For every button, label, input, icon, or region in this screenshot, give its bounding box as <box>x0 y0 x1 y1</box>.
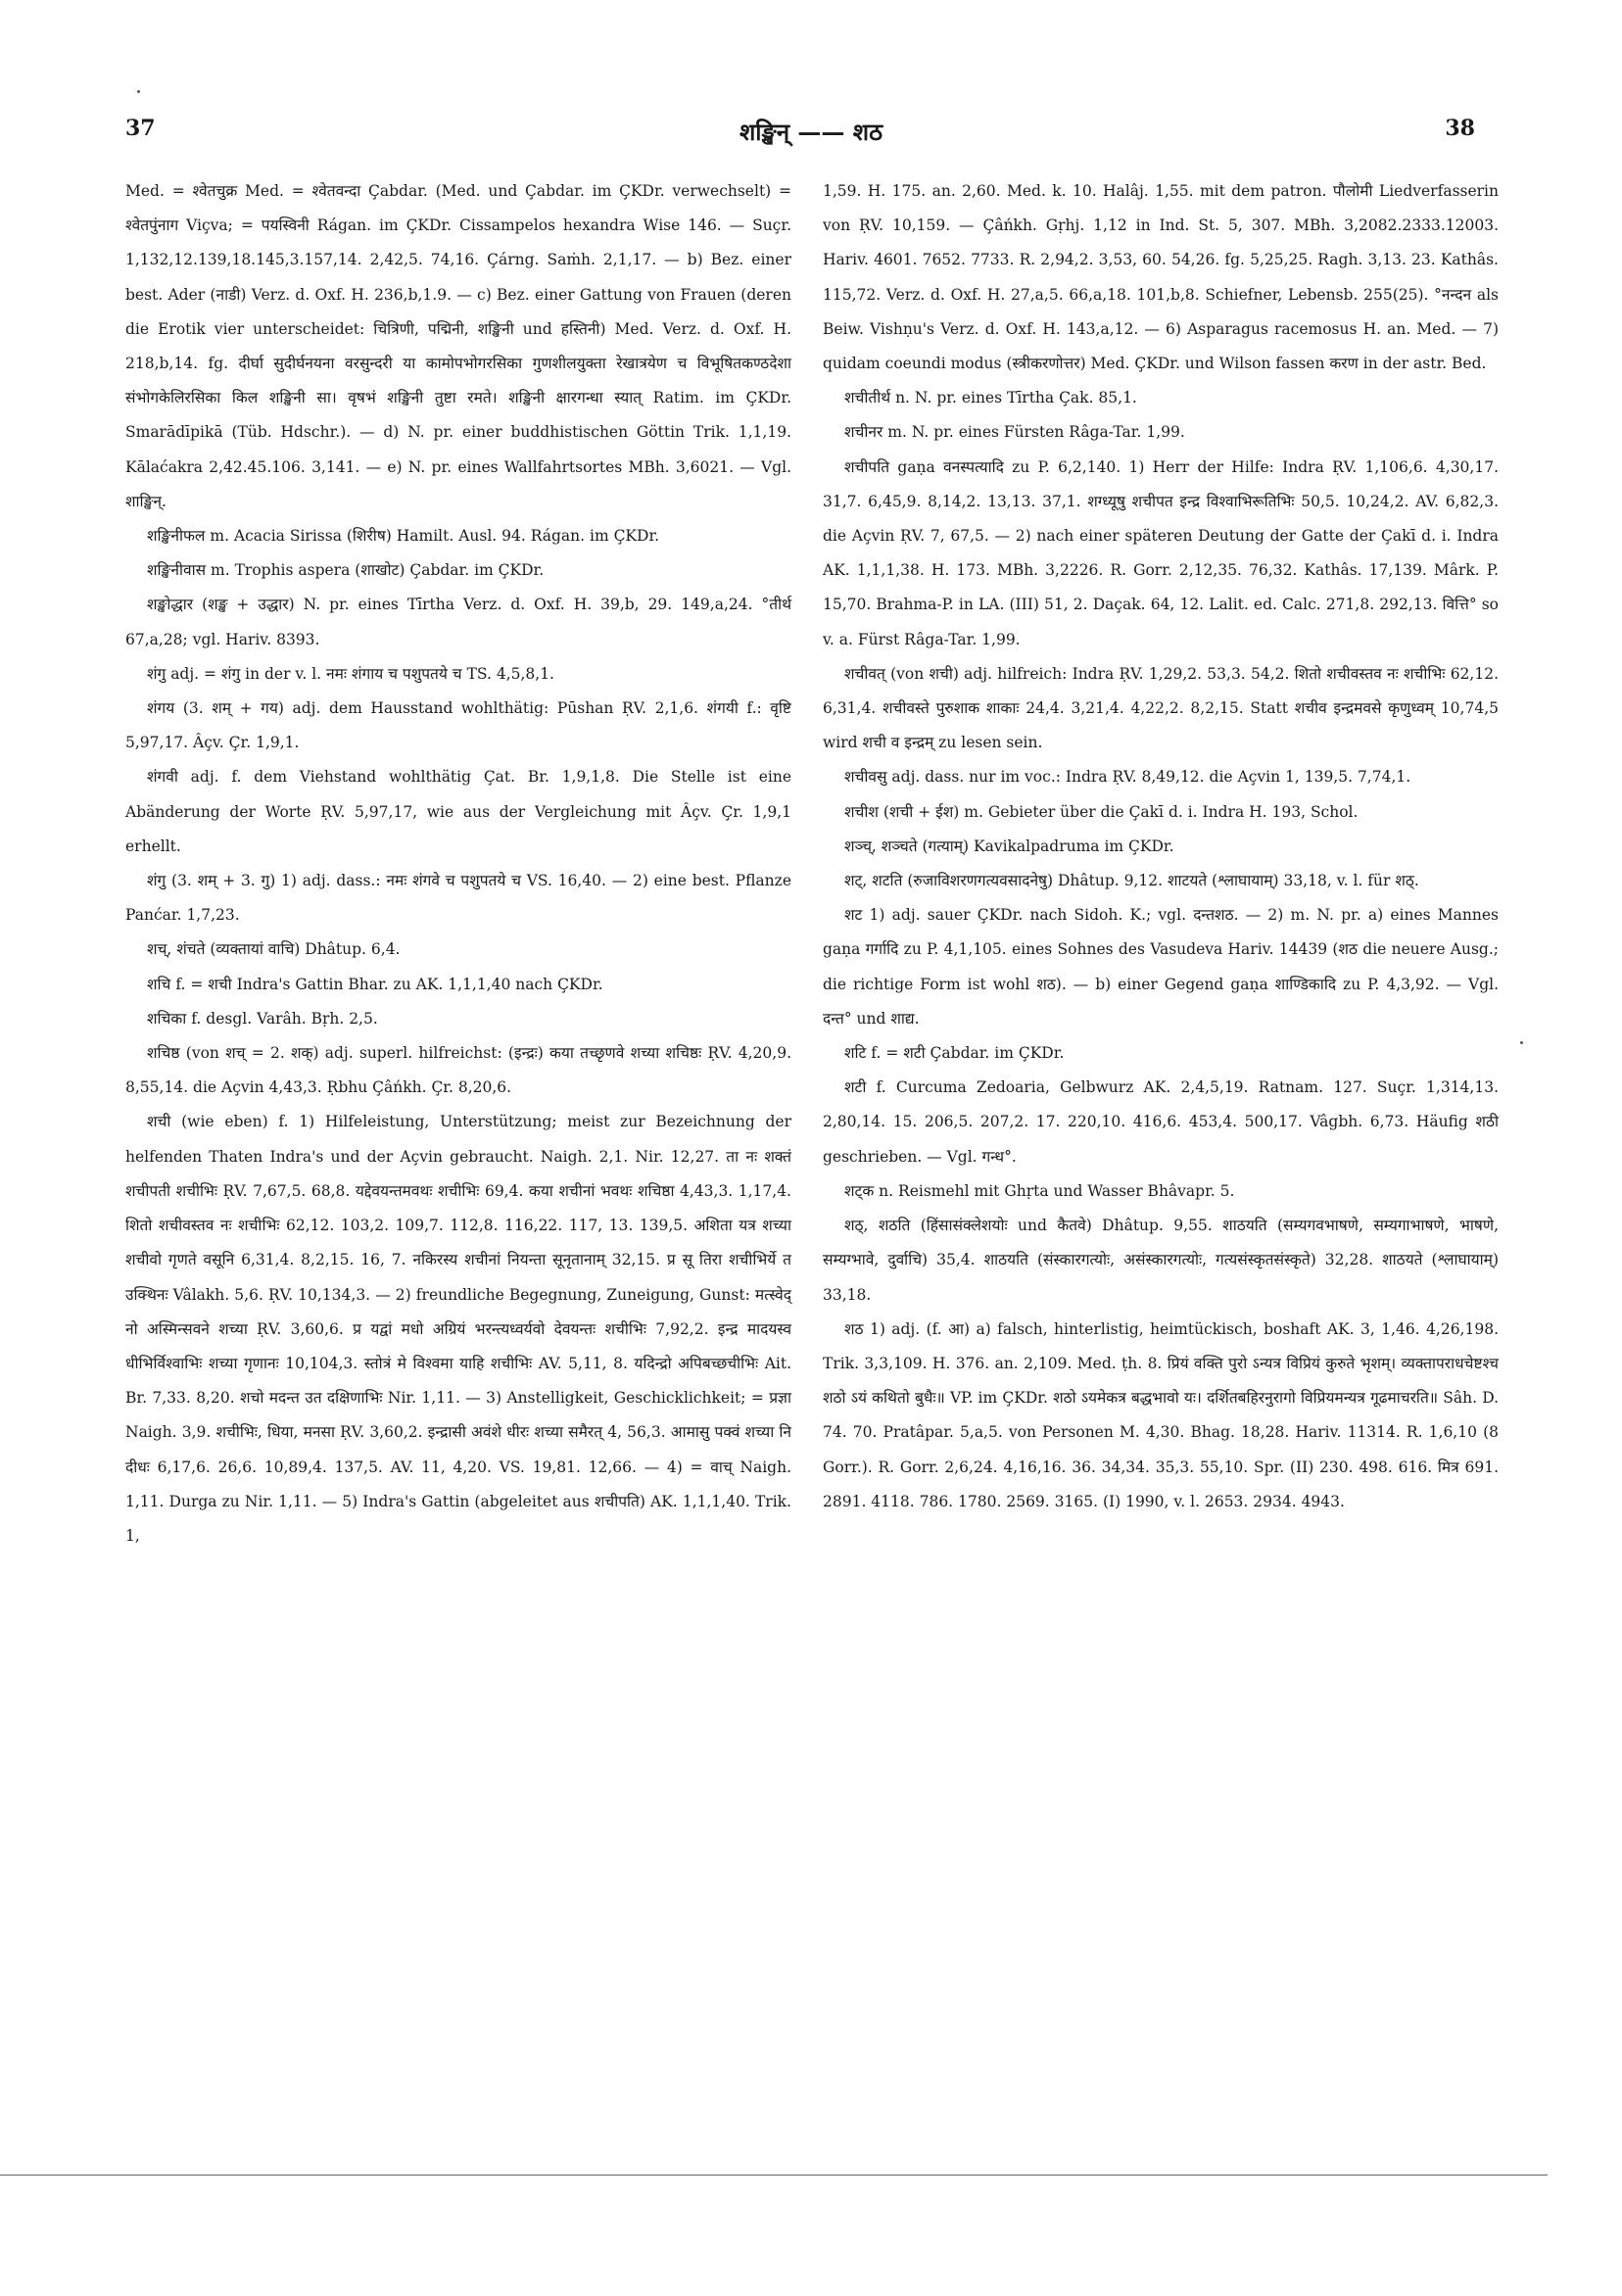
page-header <box>0 116 1622 155</box>
dictionary-entry: शङ्खिनीवास m. Trophis aspera (शाखोट) Çabdar. im ÇKDr. <box>147 561 545 580</box>
dictionary-entry: शट्क n. Reismehl mit Ghṛta und Wasser Bhâvapr. 5. <box>844 1181 1235 1200</box>
dictionary-entry: शङ्खोद्धार (शङ्ख + उद्धार) N. pr. eines Tīrtha Verz. d. Oxf. H. 39,b, 29. 149,a,24. °तीर्थ 67,a,28; vgl. Hariv. 8393. <box>125 596 791 648</box>
dictionary-entry: शंगवी adj. f. dem Viehstand wohlthätig Çat. Br. 1,9,1,8. Die Stelle ist eine Abänderung der Worte ṚV. 5,97,17, wie aus der Vergleichung mit Âçv. Çr. 1,9,1 erhellt. <box>125 768 791 855</box>
dictionary-entry: शचीनर m. N. pr. eines Fürsten Râga-Tar. 1,99. <box>844 423 1185 442</box>
dictionary-entry: शची (wie eben) f. 1) Hilfeleistung, Unterstützung; meist zur Bezeichnung der helfenden Thaten Indra's und der Açvin gebraucht. Naigh. 2,1. Nir. 12,27. ता नः शक्तं शचीपती शचीभिः ṚV. 7,67,5. 68,8. यद्देवयन्तमवथः शचीभिः 69,4. कया शचीनां भवथः शचिष्ठा 4,43,3. 1,17,4. शितो शचीवस्तव नः शचीभिः 62,12. 103,2. 109,7. 112,8. 116,22. 117, 13. 139,5. अशिता यत्र शच्या शचीवो गृणते वसूनि 6,31,4. 8,2,15. 16, 7. नकिरस्य शचीनां नियन्ता सूनृतानाम् 32,15. प्र सू तिरा शचीभिर्ये त उक्थिनः Vâlakh. 5,6. ṚV. 10,134,3. — 2) freundliche Begegnung, Zuneigung, Gunst: मत्स्वेद् नो अस्मिन्सवने शच्या ṚV. 3,60,6. प्र यद्वां मधो अग्रियं भरन्त्यध्वर्यवो देवयन्तः शचीभिः 7,92,2. इन्द्र मादयस्व धीभिर्विश्वाभिः शच्या गृणानः 10,104,3. स्तोत्रं मे विश्वमा याहि शचीभिः AV. 5,11, 8. यदिन्द्रो अपिबच्छचीभिः Ait. Br. 7,33. 8,20. शचो मदन्त उत दक्षिणाभिः Nir. 1,11. — 3) Anstelligkeit, Geschicklichkeit; = प्रज्ञा Naigh. 3,9. शचीभिः, धिया, मनसा ṚV. 3,60,2. इन्द्रासी अवंशे धीरः शच्या समैरत् 4, 56,3. आमासु पक्वं शच्या नि दीधः 6,17,6. 26,6. 10,89,4. 137,5. AV. 11, 4,20. VS. 19,81. 12,66. — 4) = वाच् Naigh. 1,11. Durga zu Nir. 1,11. — 5) Indra's Gattin (abgeleitet aus शचीपति) AK. 1,1,1,40. Trik. 1, <box>125 1113 791 1545</box>
dictionary-entry: शठ्, शठति (हिंसासंक्लेशयोः und कैतवे) Dhâtup. 9,55. शाठयति (सम्यगवभाषणे, सम्यगाभाषणे, भाषणे, सम्यग्भावे, दुर्वाचि) 35,4. शाठयति (संस्कारगत्योः, असंस्कारगत्योः, गत्यसंस्कृतसंस्कृते) 32,28. शाठयते (श्लाघायाम्) 33,18. <box>823 1217 1499 1304</box>
dictionary-entry: शञ्च्, शञ्चते (गत्याम्) Kavikalpadruma im ÇKDr. <box>844 837 1174 855</box>
dictionary-entry: शट्, शटति (रुजाविशरणगत्यवसादनेषु) Dhâtup. 9,12. शाटयते (श्लाघायाम्) 33,18, v. l. für शठ्. <box>844 872 1419 890</box>
dictionary-entry: शंगु (3. शम् + 3. गु) 1) adj. dass.: नमः शंगवे च पशुपतये च VS. 16,40. — 2) eine best. Pflanze Panćar. 1,7,23. <box>125 872 791 925</box>
bottom-rule <box>0 2175 1548 2176</box>
dictionary-entry: शटि f. = शटी Çabdar. im ÇKDr. <box>844 1044 1065 1063</box>
dictionary-entry: शचीतीर्थ n. N. pr. eines Tīrtha Çak. 85,1. <box>844 389 1137 407</box>
dictionary-entry: शचीवत् (von शची) adj. hilfreich: Indra ṚV. 1,29,2. 53,3. 54,2. शितो शचीवस्तव नः शचीभिः 62,12. 6,31,4. शचीवस्ते पुरुशाक शाकाः 24,4. 3,21,4. 4,22,2. 8,2,15. Statt शचीव इन्द्रमवसे कृणुध्वम् 10,74,5 wird शची व इन्द्रम् zu lesen sein. <box>823 664 1499 752</box>
dictionary-entry: शंगु adj. = शंगु in der v. l. नमः शंगाय च पशुपतये च TS. 4,5,8,1. <box>147 664 554 683</box>
dictionary-entry: शङ्खिनीफल m. Acacia Sirissa (शिरीष) Hamilt. Ausl. 94. Rágan. im ÇKDr. <box>147 527 660 546</box>
scan-speck <box>1520 1041 1523 1044</box>
entry-continuation: 1,59. H. 175. an. 2,60. Med. k. 10. Halâj. 1,55. mit dem patron. पौलोमी Liedverfasserin von ṚV. 10,159. — Çâńkh. Gṛhj. 1,12 in Ind. St. 5, 307. MBh. 3,2082.2333.12003. Hariv. 4601. 7652. 7733. R. 2,94,2. 3,53, 60. 54,26. fg. 5,25,25. Ragh. 3,13. 23. Kathâs. 115,72. Verz. d. Oxf. H. 27,a,5. 66,a,18. 101,b,8. Schiefner, Lebensb. 255(25). °नन्दन als Beiw. Vishṇu's Verz. d. Oxf. H. 143,a,12. — 6) Asparagus racemosus H. an. Med. — 7) quidam coeundi modus (स्त्रीकरणोत्तर) Med. ÇKDr. und Wilson fassen करण in der astr. Bed. <box>823 182 1499 373</box>
dictionary-entry: शचीवसु adj. dass. nur im voc.: Indra ṚV. 8,49,12. die Açvin 1, 139,5. 7,74,1. <box>844 768 1411 787</box>
entry-continuation: Med. = श्वेतचुक्र Med. = श्वेतवन्दा Çabdar. (Med. und Çabdar. im ÇKDr. verwechselt) = श्वेतपुंनाग Viçva; = पयस्विनी Rágan. im ÇKDr. Cissampelos hexandra Wise 146. — Suçr. 1,132,12.139,18.145,3.157,14. 2,42,5. 74,16. Çárng. Saṁh. 2,1,17. — b) Bez. einer best. Ader (नाडी) Verz. d. Oxf. H. 236,b,1.9. — c) Bez. einer Gattung von Frauen (deren die Erotik vier unterscheidet: चित्रिणी, पद्मिनी, शङ्खिनी und हस्तिनी) Med. Verz. d. Oxf. H. 218,b,14. fg. दीर्घा सुदीर्घनयना वरसुन्दरी या कामोपभोगरसिका गुणशीलयुक्ता रेखात्रयेण च विभूषितकण्ठदेशा संभोगकेलिरसिका किल शङ्खिनी सा। वृषभं शङ्खिनी तुष्टा रमते। शङ्खिनी क्षारगन्धा स्यात् Ratim. im ÇKDr. Smarādīpikā (Tüb. Hdschr.). — d) N. pr. einer buddhistischen Göttin Trik. 1,1,19. Kālaćakra 2,42.45.106. 3,141. — e) N. pr. eines Wallfahrtsortes MBh. 3,6021. — Vgl. शाङ्खिन्. <box>125 182 791 510</box>
dictionary-entry: शचीश (शची + ईश) m. Gebieter über die Çakī d. i. Indra H. 193, Schol. <box>844 802 1359 821</box>
dictionary-entry: शचिका f. desgl. Varâh. Bṛh. 2,5. <box>147 1009 378 1028</box>
dictionary-entry: शठ 1) adj. (f. आ) a) falsch, hinterlistig, heimtückisch, boshaft AK. 3, 1,46. 4,26,198. Trik. 3,3,109. H. 376. an. 2,109. Med. ṭh. 8. प्रियं वक्ति पुरो ऽन्यत्र विप्रियं कुरुते भृशम्। व्यक्तापराधचेष्टश्च शठो ऽयं कथितो बुधैः॥ VP. im ÇKDr. शठो ऽयमेकत्र बद्धभावो यः। दर्शितबहिरनुरागो विप्रियमन्यत्र गूढमाचरति॥ Sâh. D. 74. 70. Pratâpar. 5,a,5. von Personen M. 4,30. Bhag. 18,28. Hariv. 11314. R. 1,6,10 (8 Gorr.). R. Gorr. 2,6,24. 4,16,16. 36. 34,34. 35,3. 55,10. Spr. (II) 230. 498. 616. मित्र 691. 2891. 4118. 786. 1780. 2569. 3165. (I) 1990, v. l. 2653. 2934. 4943. <box>823 1319 1499 1510</box>
dictionary-entry: शट 1) adj. sauer ÇKDr. nach Sidoh. K.; vgl. दन्तशठ. — 2) m. N. pr. a) eines Mannes gaṇa गर्गादि zu P. 4,1,105. eines Sohnes des Vasudeva Hariv. 14439 (शठ die neuere Ausg.; die richtige Form ist wohl शठ). — b) einer Gegend gaṇa शाण्डिकादि zu P. 4,3,92. — Vgl. दन्त° und शाद्य. <box>823 906 1499 1028</box>
right-page-number: 38 <box>1445 116 1475 141</box>
dictionary-entry: शचि f. = शची Indra's Gattin Bhar. zu AK. 1,1,1,40 nach ÇKDr. <box>147 975 603 993</box>
right-column <box>823 174 1499 1519</box>
running-head: शङ्खिन् —— शठ <box>739 118 883 146</box>
dictionary-entry: शटी f. Curcuma Zedoaria, Gelbwurz AK. 2,4,5,19. Ratnam. 127. Suçr. 1,314,13. 2,80,14. 15. 206,5. 207,2. 17. 220,10. 416,6. 453,4. 500,17. Vâgbh. 6,73. Häufig शठी geschrieben. — Vgl. गन्ध°. <box>823 1078 1499 1166</box>
dictionary-entry: शच्, शंचते (व्यक्तायां वाचि) Dhâtup. 6,4. <box>147 940 401 959</box>
dictionary-entry: शचिष्ठ (von शच् = 2. शक्) adj. superl. hilfreichst: (इन्द्रः) कया तच्छृणवे शच्या शचिष्ठः ṚV. 4,20,9. 8,55,14. die Açvin 4,43,3. Ṛbhu Çâńkh. Çr. 8,20,6. <box>125 1044 791 1097</box>
scan-speck <box>137 90 140 93</box>
dictionary-entry: शचीपति gaṇa वनस्पत्यादि zu P. 6,2,140. 1) Herr der Hilfe: Indra ṚV. 1,106,6. 4,30,17. 31,7. 6,45,9. 8,14,2. 13,13. 37,1. शग्ध्यूषु शचीपत इन्द्र विश्वाभिरूतिभिः 50,5. 10,24,2. AV. 6,82,3. die Açvin ṚV. 7, 67,5. — 2) nach einer späteren Deutung der Gatte der Çakī d. i. Indra AK. 1,1,1,38. H. 173. MBh. 3,2226. R. Gorr. 2,12,35. 76,32. Kathâs. 17,139. Mârk. P. 15,70. Brahma-P. in LA. (III) 51, 2. Daçak. 64, 12. Lalit. ed. Calc. 271,8. 292,13. वित्ति° so v. a. Fürst Râga-Tar. 1,99. <box>823 457 1499 648</box>
left-page-number: 37 <box>125 116 156 141</box>
left-column <box>125 174 791 1554</box>
dictionary-entry: शंगय (3. शम् + गय) adj. dem Hausstand wohlthätig: Pūshan ṚV. 2,1,6. शंगयी f.: वृष्टि 5,97,17. Âçv. Çr. 1,9,1. <box>125 699 791 752</box>
